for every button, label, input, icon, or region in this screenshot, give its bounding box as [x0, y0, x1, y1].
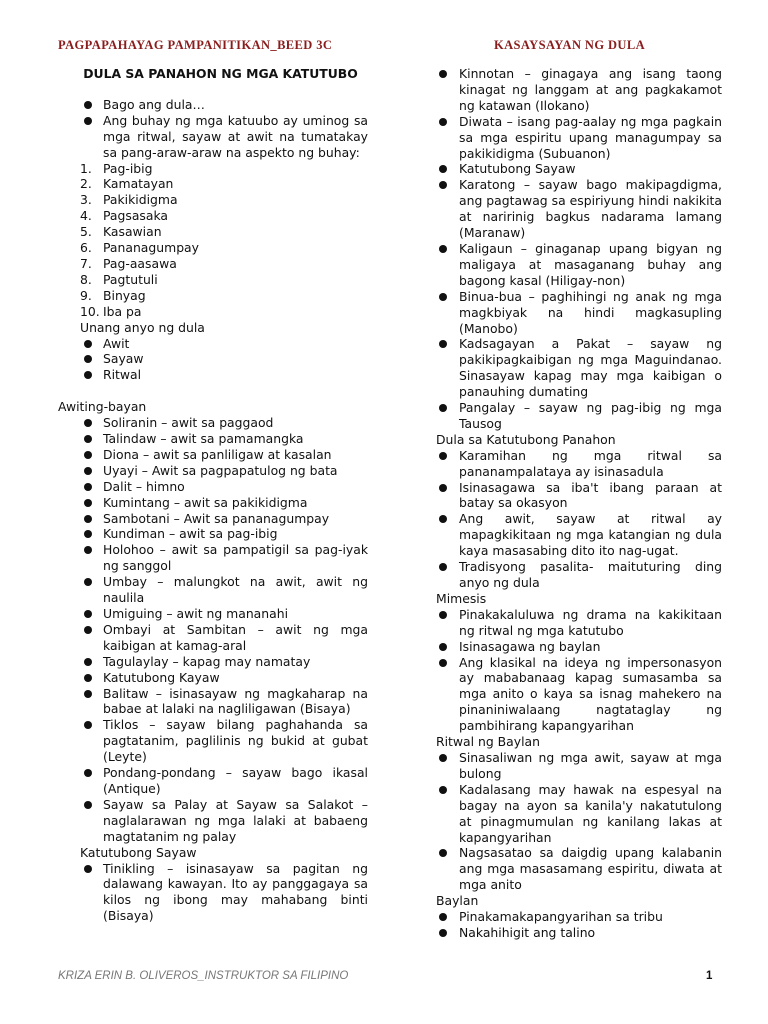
item-number: 8. [80, 271, 92, 287]
numbered-item [58, 304, 368, 320]
bullet-item: Pinakakaluluwa ng drama na kakikitaan ng ritwal ng mga katutubo [436, 607, 722, 639]
item-text: Pag-ibig [103, 160, 153, 176]
bullet-item: Diona – awit sa panliligaw at kasalan [58, 447, 368, 463]
header-topic-title: KASAYSAYAN NG DULA [494, 38, 645, 52]
bullet-item: Kadalasang may hawak na espesyal na bagay na ayon sa kanila'y nakatutulong at pinagmumulan ng kanilang lakas at kapangyarihan [436, 782, 722, 846]
bullet-item: Isinasagawa ng baylan [436, 639, 722, 655]
bullet-item: Tiklos – sayaw bilang paghahanda sa pagtatanim, paglilinis ng bukid at gubat (Leyte) [58, 717, 368, 765]
item-text: Pakikidigma [103, 192, 178, 208]
bullet-item: Isinasagawa sa iba't ibang paraan at batay sa okasyon [436, 480, 722, 512]
bullet-item: Diwata – isang pag-aalay ng mga pagkain sa mga espiritu upang managumpay sa pakikidigma (Subuanon) [436, 114, 722, 162]
numbered-item [58, 192, 368, 208]
bullet-item: Sinasaliwan ng mga awit, sayaw at mga bulong [436, 750, 722, 782]
bullet-item: Katutubong Sayaw [436, 161, 722, 177]
bullet-item: Tagulaylay – kapag may namatay [58, 654, 368, 670]
spacer [58, 383, 368, 399]
item-number: 2. [80, 176, 92, 192]
page-number: 1 [706, 970, 713, 982]
numbered-item [58, 240, 368, 256]
header-course-title: PAGPAPAHAYAG PAMPANITIKAN_BEED 3C [58, 38, 333, 52]
item-text: Kasawian [103, 224, 162, 240]
bullet-item: Pinakamakapangyarihan sa tribu [436, 909, 722, 925]
subsection-label: Ritwal ng Baylan [436, 734, 540, 750]
item-number: 3. [80, 192, 92, 208]
item-text: Pananagumpay [103, 240, 199, 256]
bullet-item: Sambotani – Awit sa pananagumpay [58, 511, 368, 527]
bullet-item: Pondang-pondang – sayaw bago ikasal (Antique) [58, 765, 368, 797]
item-number: 10. [80, 303, 100, 319]
numbered-item [58, 224, 368, 240]
bullet-item: Ang klasikal na ideya ng impersonasyon ay mababanaag kapag sumasamba sa mga anito o kaya sa isnag mahekero na pinaniniwalaang nagtataglay ng pambihirang kapangyarihan [436, 655, 722, 735]
section-title: DULA SA PANAHON NG MGA KATUTUBO [83, 66, 358, 81]
subsection-label: Mimesis [436, 590, 487, 606]
bullet-item: Ritwal [58, 367, 368, 383]
numbered-item [58, 176, 368, 192]
item-number: 9. [80, 287, 92, 303]
bullet-item: Uyayi – Awit sa pagpapatulog ng bata [58, 463, 368, 479]
bullet-item: Kinnotan – ginagaya ang isang taong kinagat ng langgam at ang pagkakamot ng katawan (Ilokano) [436, 66, 722, 114]
bullet-item: Kumintang – awit sa pakikidigma [58, 495, 368, 511]
bullet-item: Sayaw [58, 351, 368, 367]
bullet-item: Umiguing – awit ng mananahi [58, 606, 368, 622]
subsection-label: Dula sa Katutubong Panahon [436, 431, 616, 447]
numbered-item [58, 256, 368, 272]
numbered-item [58, 288, 368, 304]
item-number: 1. [80, 160, 92, 176]
item-number: 5. [80, 224, 92, 240]
bullet-item: Tradisyong pasalita- maituturing ding anyo ng dula [436, 559, 722, 591]
item-text: Binyag [103, 287, 146, 303]
bullet-item: Awit [58, 336, 368, 352]
right-column [436, 66, 722, 941]
bullet-item: Soliranin – awit sa paggaod [58, 415, 368, 431]
left-column [58, 66, 368, 924]
bullet-item: Nakahihigit ang talino [436, 925, 722, 941]
item-number: 4. [80, 208, 92, 224]
bullet-item: Kundiman – awit sa pag-ibig [58, 526, 368, 542]
item-number: 7. [80, 255, 92, 271]
bullet-item: Nagsasatao sa daigdig upang kalabanin ang mga masasamang espiritu, diwata at mga anito [436, 845, 722, 893]
bullet-item: Karamihan ng mga ritwal sa pananampalataya ay isinasadula [436, 448, 722, 480]
bullet-item: Kadsagayan a Pakat – sayaw ng pakikipagkaibigan ng mga Maguindanao. Sinasayaw kapag may mga kaibigan o panauhing dumating [436, 336, 722, 400]
item-text: Iba pa [103, 303, 142, 319]
bullet-item: Karatong – sayaw bago makipagdigma, ang pagtawag sa espiriyung hindi nakikita at naririnig bagkus nadarama lamang (Maranaw) [436, 177, 722, 241]
bullet-item: Balitaw – isinasayaw ng magkaharap na babae at lalaki na nagliligawan (Bisaya) [58, 686, 368, 718]
footer-author: KRIZA ERIN B. OLIVEROS_INSTRUKTOR SA FILIPINO [58, 970, 349, 982]
item-text: Pagsasaka [103, 208, 169, 224]
item-text: Kamatayan [103, 176, 174, 192]
subsection-label: Katutubong Sayaw [80, 844, 197, 860]
bullet-item: Ang awit, sayaw at ritwal ay mapagkikitaan ng mga katangian ng dula kaya masasabing dito ito nag-ugat. [436, 511, 722, 559]
bullet-item: Binua-bua – paghihingi ng anak ng mga magkbiyak na hindi magkasupling (Manobo) [436, 289, 722, 337]
subsection-label: Unang anyo ng dula [80, 319, 205, 335]
bullet-item: Bago ang dula… [58, 97, 368, 113]
numbered-item [58, 272, 368, 288]
bullet-item: Ombayi at Sambitan – awit ng mga kaibigan at kamag-aral [58, 622, 368, 654]
subsection-label: Baylan [436, 893, 479, 909]
bullet-item: Sayaw sa Palay at Sayaw sa Salakot – naglalarawan ng mga lalaki at babaeng magtatanim ng palay [58, 797, 368, 845]
item-number: 6. [80, 240, 92, 256]
bullet-item: Umbay – malungkot na awit, awit ng naulila [58, 574, 368, 606]
bullet-item: Pangalay – sayaw ng pag-ibig ng mga Tausog [436, 400, 722, 432]
bullet-item: Tinikling – isinasayaw sa pagitan ng dalawang kawayan. Ito ay panggagaya sa kilos ng ibong may mahabang binti (Bisaya) [58, 861, 368, 925]
bullet-item: Dalit – himno [58, 479, 368, 495]
bullet-item: Katutubong Kayaw [58, 670, 368, 686]
bullet-item: Kaligaun – ginaganap upang bigyan ng maligaya at masaganang buhay ang bagong kasal (Hiligay-non) [436, 241, 722, 289]
item-text: Pag-aasawa [103, 255, 177, 271]
item-text: Pagtutuli [103, 271, 158, 287]
bullet-item: Ang buhay ng mga katuubo ay uminog sa mga ritwal, sayaw at awit na tumatakay sa pang-araw-araw na aspekto ng buhay: [58, 113, 368, 161]
numbered-item [58, 208, 368, 224]
subsection-label: Awiting-bayan [58, 399, 147, 415]
numbered-item [58, 161, 368, 177]
bullet-item: Holohoo – awit sa pampatigil sa pag-iyak ng sanggol [58, 542, 368, 574]
bullet-item: Talindaw – awit sa pamamangka [58, 431, 368, 447]
